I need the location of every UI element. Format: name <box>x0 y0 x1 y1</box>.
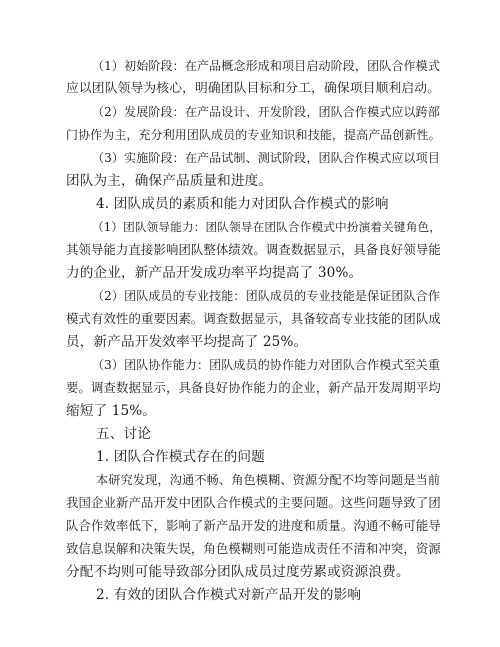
problems-subheading: 1. 团队合作模式存在的问题 <box>96 449 265 465</box>
problems-line-1: 本研究发现，沟通不畅、角色模糊、资源分配不均等问题是当前 <box>96 473 441 487</box>
leadership-line-3: 力的企业，新产品开发成功率平均提高了 30%。 <box>66 265 363 281</box>
expertise-line-2: 模式有效性的重要因素。调查数据显示，具备较高专业技能的团队成 <box>66 312 441 326</box>
problems-line-4: 致信息误解和决策失误，角色模糊则可能造成责任不清和冲突，资源 <box>66 542 441 556</box>
stage-implementation-line-2: 团队为主，确保产品质量和进度。 <box>66 173 273 189</box>
expertise-line-1: （2）团队成员的专业技能：团队成员的专业技能是保证团队合作 <box>92 289 440 303</box>
stage-initial-line-1: （1）初始阶段：在产品概念形成和项目启动阶段，团队合作模式 <box>92 59 440 73</box>
problems-line-5: 分配不均则可能导致部分团队成员过度劳累或资源浪费。 <box>66 564 410 580</box>
section-4-heading: 4. 团队成员的素质和能力对团队合作模式的影响 <box>96 196 389 212</box>
stage-development-line-2: 门协作为主，充分利用团队成员的专业知识和技能，提高产品创新性。 <box>66 128 441 142</box>
stage-initial-line-2: 应以团队领导为核心，明确团队目标和分工，确保项目顺利启动。 <box>66 81 441 96</box>
expertise-line-3: 员，新产品开发效率平均提高了 25%。 <box>66 334 308 350</box>
stage-implementation-line-1: （3）实施阶段：在产品试制、测试阶段，团队合作模式应以项目 <box>92 151 440 165</box>
problems-line-3: 队合作效率低下，影响了新产品开发的进度和质量。沟通不畅可能导 <box>66 519 441 533</box>
leadership-line-1: （1）团队领导能力：团队领导在团队合作模式中扮演着关键角色， <box>92 220 442 234</box>
collaboration-line-2: 要。调查数据显示，具备良好协作能力的企业，新产品开发周期平均 <box>66 381 441 395</box>
problems-line-2: 我国企业新产品开发中团队合作模式的主要问题。这些问题导致了团 <box>66 496 441 510</box>
collaboration-line-3: 缩短了 15%。 <box>66 403 157 419</box>
discussion-heading: 五、讨论 <box>96 426 151 442</box>
leadership-line-2: 其领导能力直接影响团队整体绩效。调查数据显示，具备良好领导能 <box>66 243 441 257</box>
effective-model-subheading: 2. 有效的团队合作模式对新产品开发的影响 <box>96 587 362 603</box>
collaboration-line-1: （3）团队协作能力：团队成员的协作能力对团队合作模式至关重 <box>92 358 440 372</box>
stage-development-line-1: （2）发展阶段：在产品设计、开发阶段，团队合作模式应以跨部 <box>92 105 440 119</box>
